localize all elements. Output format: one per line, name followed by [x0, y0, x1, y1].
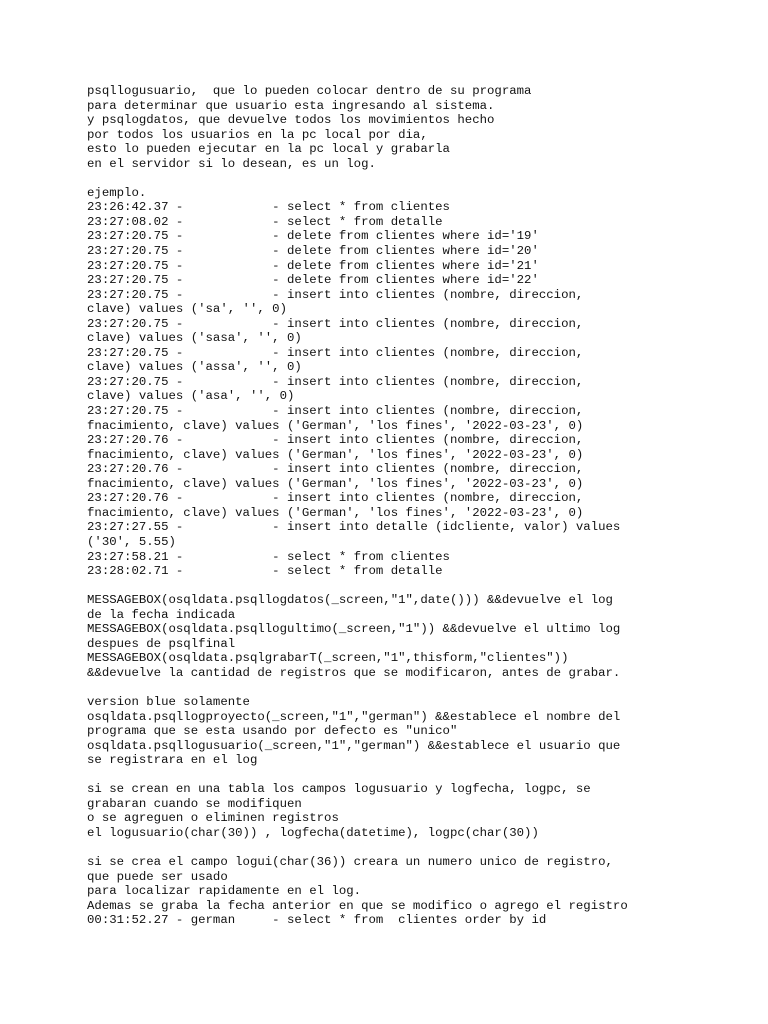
text-line: fnacimiento, clave) values ('German', 'los fines', '2022-03-23', 0) [87, 418, 584, 433]
text-line: programa que se esta usando por defecto es "unico" [87, 724, 458, 739]
text-line: 23:27:20.75 - - delete from clientes where id='19' [87, 229, 539, 244]
text-line: clave) values ('asa', '', 0) [87, 389, 295, 404]
text-line: para localizar rapidamente en el log. [87, 884, 362, 899]
text-line: clave) values ('assa', '', 0) [87, 360, 302, 375]
text-line: MESSAGEBOX(osqldata.psqllogdatos(_screen,"1",date())) &&devuelve el log [87, 593, 613, 608]
text-line: para determinar que usuario esta ingresando al sistema. [87, 98, 495, 113]
text-line: si se crea el campo logui(char(36)) creara un numero unico de registro, [87, 854, 613, 869]
text-line: fnacimiento, clave) values ('German', 'los fines', '2022-03-23', 0) [87, 447, 584, 462]
text-line: esto lo pueden ejecutar en la pc local y grabarla [87, 142, 450, 157]
text-line: despues de psqlfinal [87, 636, 236, 651]
text-line: o se agreguen o eliminen registros [87, 811, 339, 826]
text-line: fnacimiento, clave) values ('German', 'los fines', '2022-03-23', 0) [87, 476, 584, 491]
text-line: &&devuelve la cantidad de registros que se modificaron, antes de grabar. [87, 665, 621, 680]
text-line: MESSAGEBOX(osqldata.psqlgrabarT(_screen,"1",thisform,"clientes")) [87, 651, 569, 666]
text-line: osqldata.psqllogusuario(_screen,"1","german") &&establece el usuario que [87, 738, 621, 753]
text-line: Ademas se graba la fecha anterior en que se modifico o agrego el registro [87, 898, 628, 913]
text-line: 23:27:20.76 - - insert into clientes (nombre, direccion, [87, 491, 584, 506]
text-line: version blue solamente [87, 694, 250, 709]
text-line: el logusuario(char(30)) , logfecha(datetime), logpc(char(30)) [87, 825, 539, 840]
text-line: 23:27:20.75 - - insert into clientes (nombre, direccion, [87, 316, 584, 331]
text-line: en el servidor si lo desean, es un log. [87, 156, 376, 171]
text-line: 00:31:52.27 - german - select * from clientes order by id [87, 913, 547, 928]
text-line: 23:27:20.75 - - insert into clientes (nombre, direccion, [87, 287, 584, 302]
text-line [87, 171, 727, 186]
text-line: 23:27:20.75 - - delete from clientes where id='20' [87, 244, 539, 259]
text-line [87, 840, 727, 855]
text-line: fnacimiento, clave) values ('German', 'los fines', '2022-03-23', 0) [87, 505, 584, 520]
text-line: por todos los usuarios en la pc local por dia, [87, 127, 428, 142]
text-line: clave) values ('sa', '', 0) [87, 302, 288, 317]
text-line: 23:27:20.75 - - delete from clientes where id='22' [87, 273, 539, 288]
text-line: 23:27:20.75 - - insert into clientes (nombre, direccion, [87, 374, 584, 389]
text-line: 23:27:20.75 - - insert into clientes (nombre, direccion, [87, 345, 584, 360]
text-line: MESSAGEBOX(osqldata.psqllogultimo(_screen,"1")) &&devuelve el ultimo log [87, 622, 621, 637]
text-line [87, 680, 727, 695]
text-line: 23:26:42.37 - - select * from clientes [87, 200, 450, 215]
text-line: psqllogusuario, que lo pueden colocar dentro de su programa [87, 84, 532, 98]
text-line: 23:27:20.76 - - insert into clientes (nombre, direccion, [87, 462, 584, 477]
document-body [87, 84, 727, 928]
text-line: y psqlogdatos, que devuelve todos los movimientos hecho [87, 113, 495, 128]
text-line: ('30', 5.55) [87, 534, 176, 549]
text-line: 23:27:27.55 - - insert into detalle (idcliente, valor) values [87, 520, 621, 535]
text-line: 23:27:08.02 - - select * from detalle [87, 214, 443, 229]
text-line: 23:27:20.75 - - insert into clientes (nombre, direccion, [87, 404, 584, 419]
text-line: grabaran cuando se modifiquen [87, 796, 302, 811]
text-line: si se crean en una tabla los campos logusuario y logfecha, logpc, se [87, 782, 591, 797]
text-line [87, 768, 727, 783]
text-line: que puede ser usado [87, 869, 228, 884]
text-line [87, 579, 727, 594]
text-line: 23:27:58.21 - - select * from clientes [87, 549, 450, 564]
text-line: osqldata.psqllogproyecto(_screen,"1","german") &&establece el nombre del [87, 709, 621, 724]
text-line: ejemplo. [87, 185, 147, 200]
text-line: se registrara en el log [87, 753, 258, 768]
text-line: clave) values ('sasa', '', 0) [87, 331, 302, 346]
text-line: de la fecha indicada [87, 607, 236, 622]
text-line: 23:27:20.75 - - delete from clientes where id='21' [87, 258, 539, 273]
text-line: 23:28:02.71 - - select * from detalle [87, 564, 443, 579]
text-line: 23:27:20.76 - - insert into clientes (nombre, direccion, [87, 433, 584, 448]
